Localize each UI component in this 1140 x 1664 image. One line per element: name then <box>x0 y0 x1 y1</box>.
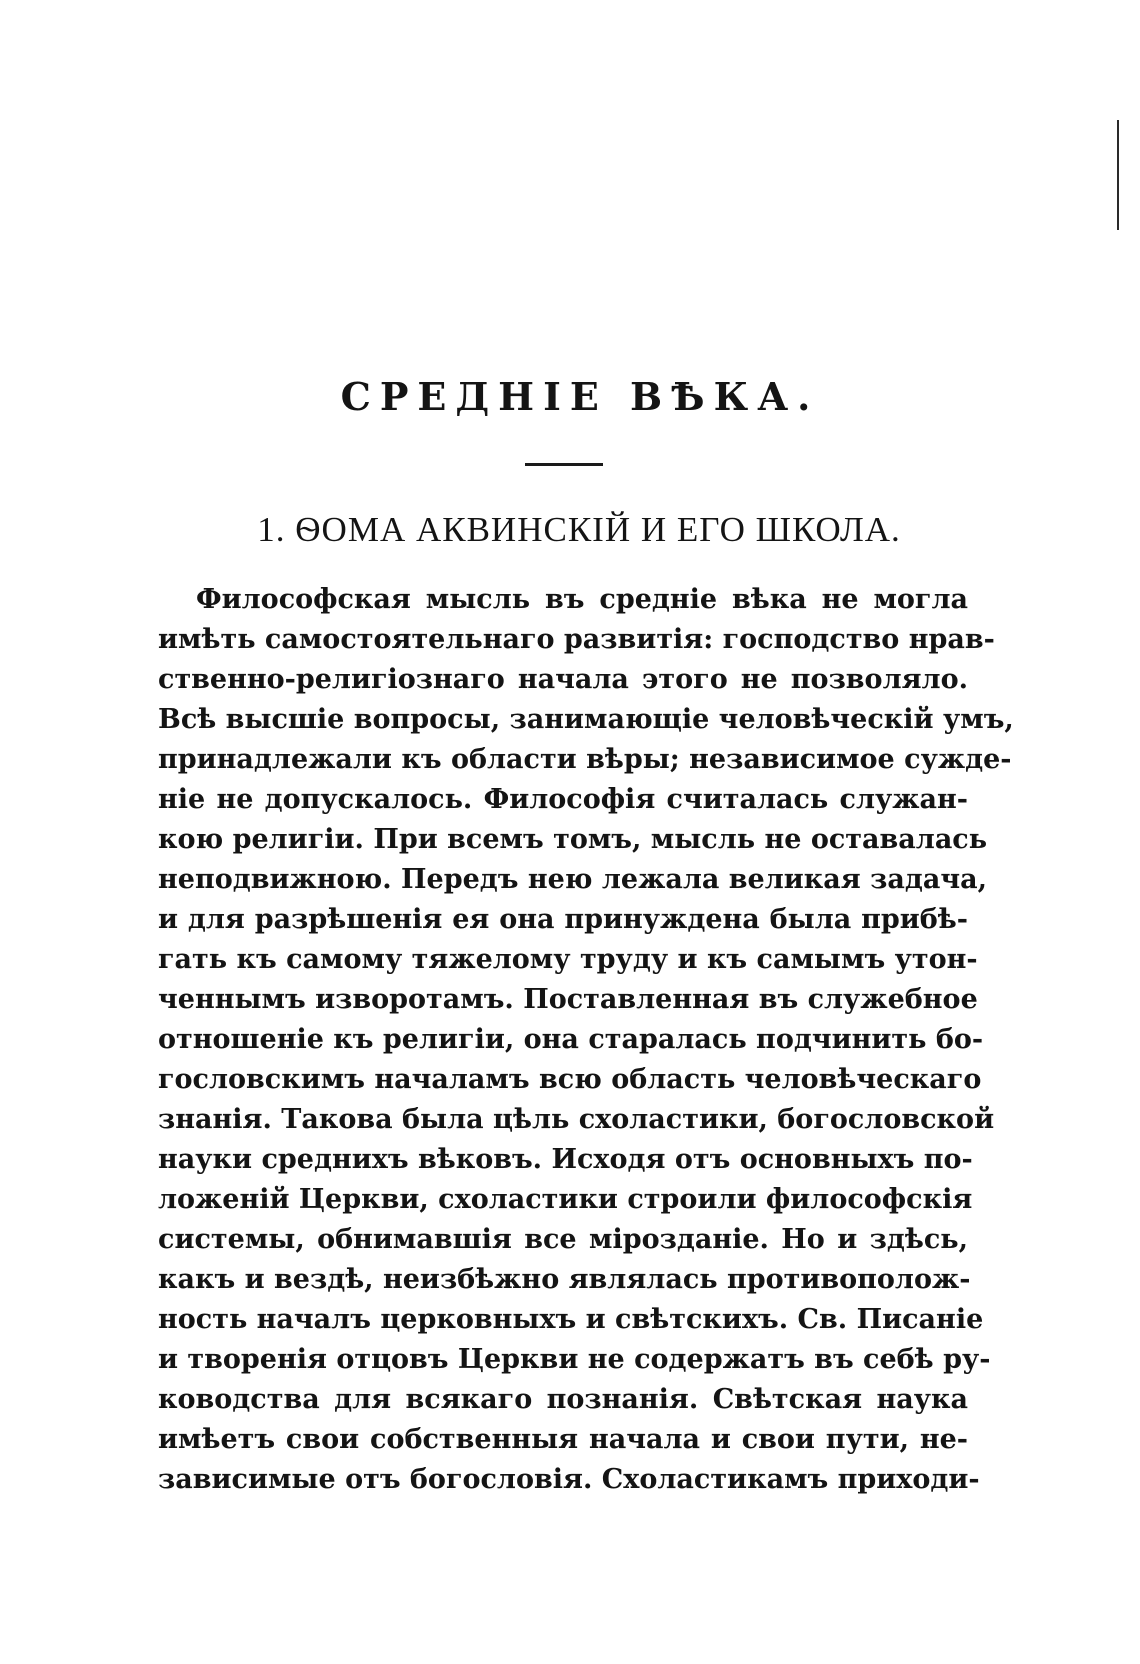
text-line: ченнымъ изворотамъ. Поставленная въ служебное <box>158 984 978 1015</box>
text-line: ложеній Церкви, схоластики строили философскія <box>158 1184 973 1215</box>
text-line: Всѣ высшіе вопросы, занимающіе человѣческій умъ, <box>158 704 1014 735</box>
text-line: системы, обнимавшія все мірозданіе. Но и здѣсь, <box>158 1224 968 1255</box>
text-line: ность началъ церковныхъ и свѣтскихъ. Св. Писаніе <box>158 1304 984 1335</box>
scan-edge-mark <box>1117 120 1119 230</box>
text-line: отношеніе къ религіи, она старалась подчинить бо- <box>158 1024 984 1055</box>
text-line: кою религіи. При всемъ томъ, мысль не оставалась <box>158 824 988 855</box>
text-line: и для разрѣшенія ея она принуждена была прибѣ- <box>158 904 968 935</box>
text-line: зависимые отъ богословія. Схоластикамъ приходи- <box>158 1464 980 1495</box>
section-title: СРЕДНІЕ ВѢКА. <box>340 374 820 419</box>
text-line: Философская мысль въ средніе вѣка не могла <box>196 584 968 615</box>
chapter-heading: 1. ѲОМА АКВИНСКІЙ И ЕГО ШКОЛА. <box>257 510 901 549</box>
text-line: ководства для всякаго познанія. Свѣтская наука <box>158 1384 968 1415</box>
text-line: гать къ самому тяжелому труду и къ самымъ утон- <box>158 944 978 975</box>
text-line: имѣетъ свои собственныя начала и свои пути, не- <box>158 1424 968 1455</box>
text-line: какъ и вездѣ, неизбѣжно являлась противополож- <box>158 1264 971 1295</box>
text-line: гословскимъ началамъ всю область человѣческаго <box>158 1064 982 1095</box>
text-line: имѣть самостоятельнаго развитія: господство нрав- <box>158 624 995 655</box>
text-line: неподвижною. Передъ нею лежала великая задача, <box>158 864 987 895</box>
text-line: ніе не допускалось. Философія считалась служан- <box>158 784 968 815</box>
title-rule <box>525 463 603 466</box>
body-text <box>158 580 1014 1500</box>
text-line: ственно-религіознаго начала этого не позволяло. <box>158 664 968 695</box>
text-line: знанія. Такова была цѣль схоластики, богословской <box>158 1104 995 1135</box>
text-line: и творенія отцовъ Церкви не содержатъ въ себѣ ру- <box>158 1344 991 1375</box>
text-line: науки среднихъ вѣковъ. Исходя отъ основныхъ по- <box>158 1144 973 1175</box>
text-line: принадлежали къ области вѣры; независимое сужде- <box>158 744 1012 775</box>
